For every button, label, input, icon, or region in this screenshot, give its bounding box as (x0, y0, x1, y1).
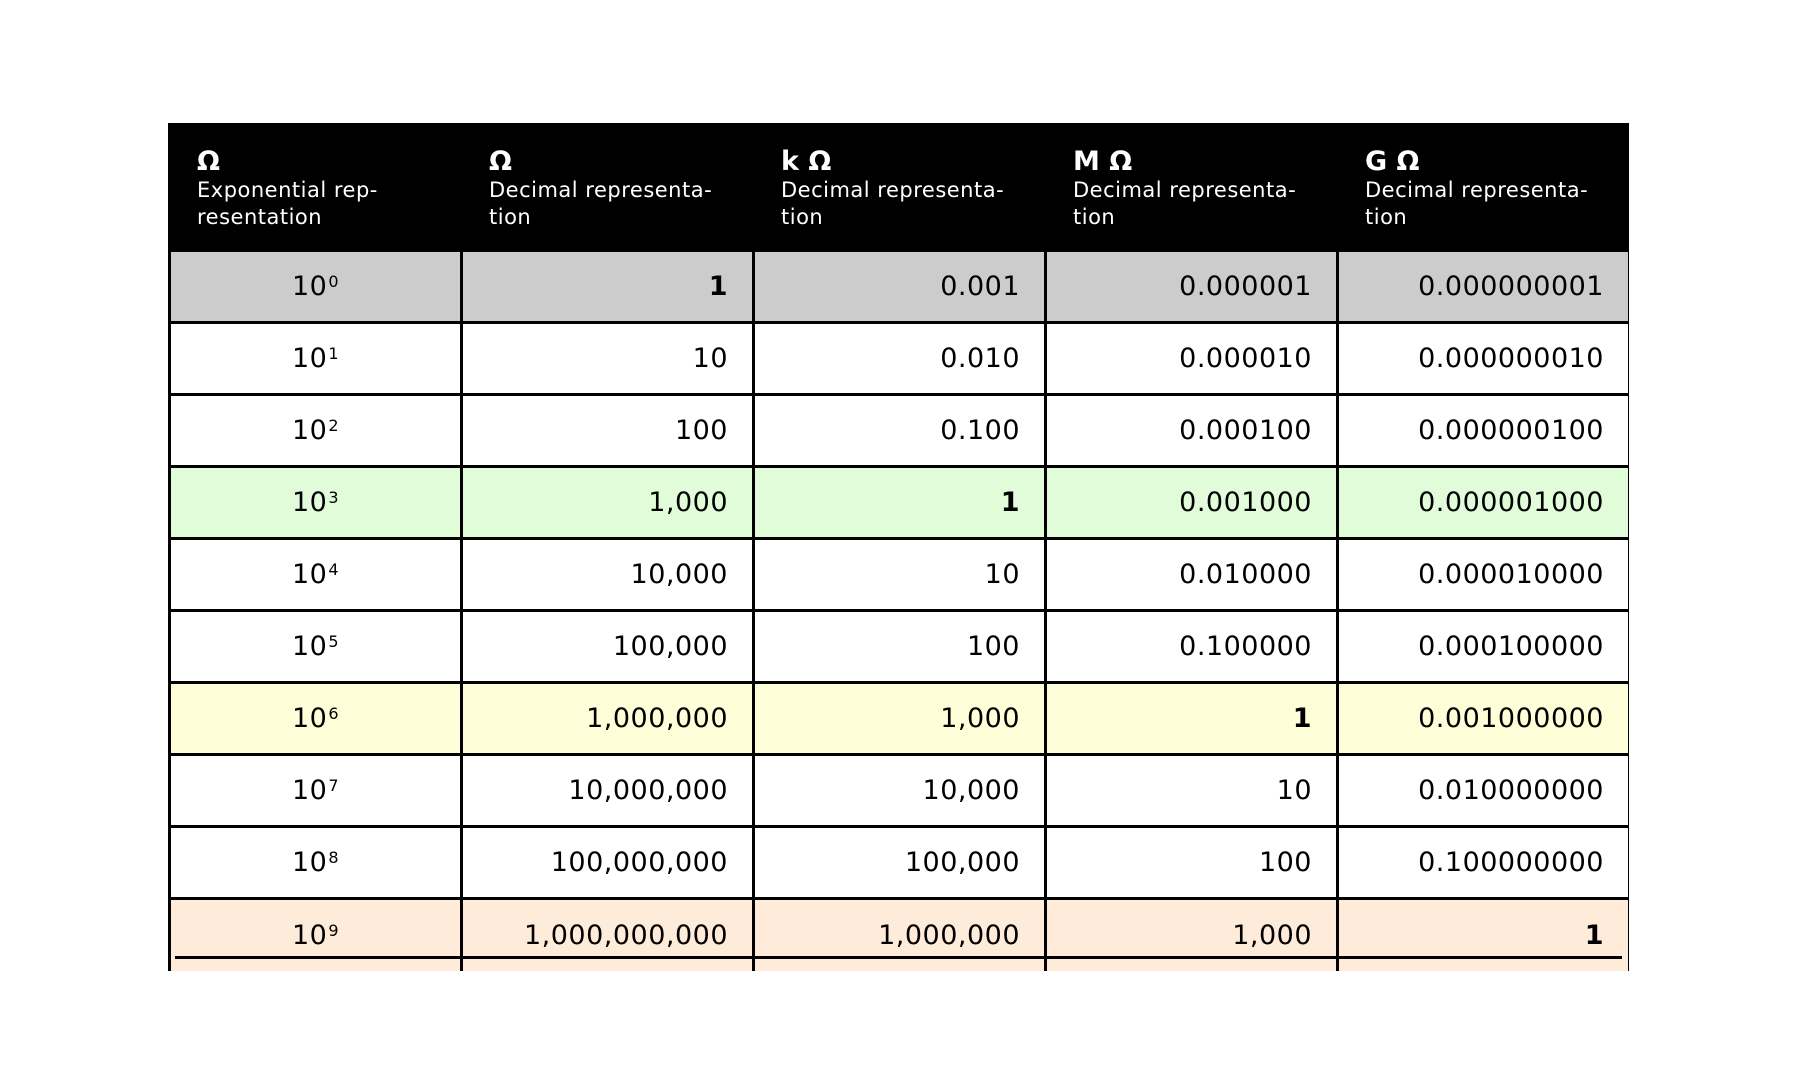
kohm-cell: 100 (754, 611, 1046, 683)
kohm-cell: 1 (754, 467, 1046, 539)
mohm-cell: 0.001000 (1046, 467, 1338, 539)
table-row (170, 395, 1630, 467)
header-exponential (170, 125, 462, 251)
table-row (170, 539, 1630, 611)
gohm-cell: 0.000000100 (1338, 395, 1630, 467)
table-row (170, 683, 1630, 755)
resistance-unit-table (168, 123, 1629, 971)
exponent-cell: $10^1$ (170, 323, 462, 395)
ohm-cell: 1,000 (462, 467, 754, 539)
header-desc-line2: tion (489, 205, 532, 229)
bottom-rule (175, 956, 1622, 959)
ohm-cell: 1,000,000 (462, 683, 754, 755)
header-gohm (1338, 125, 1630, 251)
header-ohm (462, 125, 754, 251)
gohm-cell: 1 (1338, 899, 1630, 972)
resistance-table-container (168, 123, 1629, 971)
kohm-cell: 0.100 (754, 395, 1046, 467)
table-row (170, 251, 1630, 323)
table-row (170, 755, 1630, 827)
exponent-cell: $10^9$ (170, 899, 462, 972)
ohm-cell: 100 (462, 395, 754, 467)
kohm-cell: 0.001 (754, 251, 1046, 323)
ohm-cell: 10,000 (462, 539, 754, 611)
header-mohm (1046, 125, 1338, 251)
exponent-cell: $10^2$ (170, 395, 462, 467)
kohm-cell: 1,000 (754, 683, 1046, 755)
exponent-cell: $10^6$ (170, 683, 462, 755)
ohm-cell: 10 (462, 323, 754, 395)
mohm-cell: 1,000 (1046, 899, 1338, 972)
gohm-cell: 0.000001000 (1338, 467, 1630, 539)
mohm-cell: 0.000001 (1046, 251, 1338, 323)
header-row (170, 125, 1630, 251)
ohm-cell: 100,000 (462, 611, 754, 683)
exponent-cell: $10^5$ (170, 611, 462, 683)
gohm-cell: 0.100000000 (1338, 827, 1630, 899)
header-desc-line2: tion (781, 205, 824, 229)
exponent-cell: $10^7$ (170, 755, 462, 827)
mohm-cell: 10 (1046, 755, 1338, 827)
gohm-cell: 0.000010000 (1338, 539, 1630, 611)
ohm-cell: 1 (462, 251, 754, 323)
header-desc-line2: tion (1365, 205, 1408, 229)
kohm-cell: 0.010 (754, 323, 1046, 395)
header-desc-line1: Decimal representa- (781, 178, 1005, 202)
header-desc-line1: Exponential rep- (197, 178, 378, 202)
kohm-cell: 10 (754, 539, 1046, 611)
header-unit: k Ω (781, 146, 832, 177)
mohm-cell: 100 (1046, 827, 1338, 899)
gohm-cell: 0.001000000 (1338, 683, 1630, 755)
header-kohm (754, 125, 1046, 251)
kohm-cell: 10,000 (754, 755, 1046, 827)
table-row (170, 611, 1630, 683)
exponent-cell: $10^0$ (170, 251, 462, 323)
ohm-cell: 1,000,000,000 (462, 899, 754, 972)
header-unit: M Ω (1073, 146, 1133, 177)
mohm-cell: 0.000010 (1046, 323, 1338, 395)
table-row (170, 323, 1630, 395)
kohm-cell: 1,000,000 (754, 899, 1046, 972)
gohm-cell: 0.000000010 (1338, 323, 1630, 395)
header-desc-line1: Decimal representa- (489, 178, 713, 202)
gohm-cell: 0.000000001 (1338, 251, 1630, 323)
mohm-cell: 0.000100 (1046, 395, 1338, 467)
header-desc-line1: Decimal representa- (1365, 178, 1589, 202)
mohm-cell: 1 (1046, 683, 1338, 755)
table-row (170, 899, 1630, 972)
header-unit: Ω (197, 146, 220, 177)
table-row (170, 827, 1630, 899)
kohm-cell: 100,000 (754, 827, 1046, 899)
header-desc-line1: Decimal representa- (1073, 178, 1297, 202)
gohm-cell: 0.010000000 (1338, 755, 1630, 827)
header-unit: G Ω (1365, 146, 1420, 177)
table-row (170, 467, 1630, 539)
mohm-cell: 0.100000 (1046, 611, 1338, 683)
ohm-cell: 100,000,000 (462, 827, 754, 899)
header-desc-line2: tion (1073, 205, 1116, 229)
mohm-cell: 0.010000 (1046, 539, 1338, 611)
gohm-cell: 0.000100000 (1338, 611, 1630, 683)
header-unit: Ω (489, 146, 512, 177)
ohm-cell: 10,000,000 (462, 755, 754, 827)
exponent-cell: $10^8$ (170, 827, 462, 899)
exponent-cell: $10^4$ (170, 539, 462, 611)
header-desc-line2: resentation (197, 205, 323, 229)
exponent-cell: $10^3$ (170, 467, 462, 539)
